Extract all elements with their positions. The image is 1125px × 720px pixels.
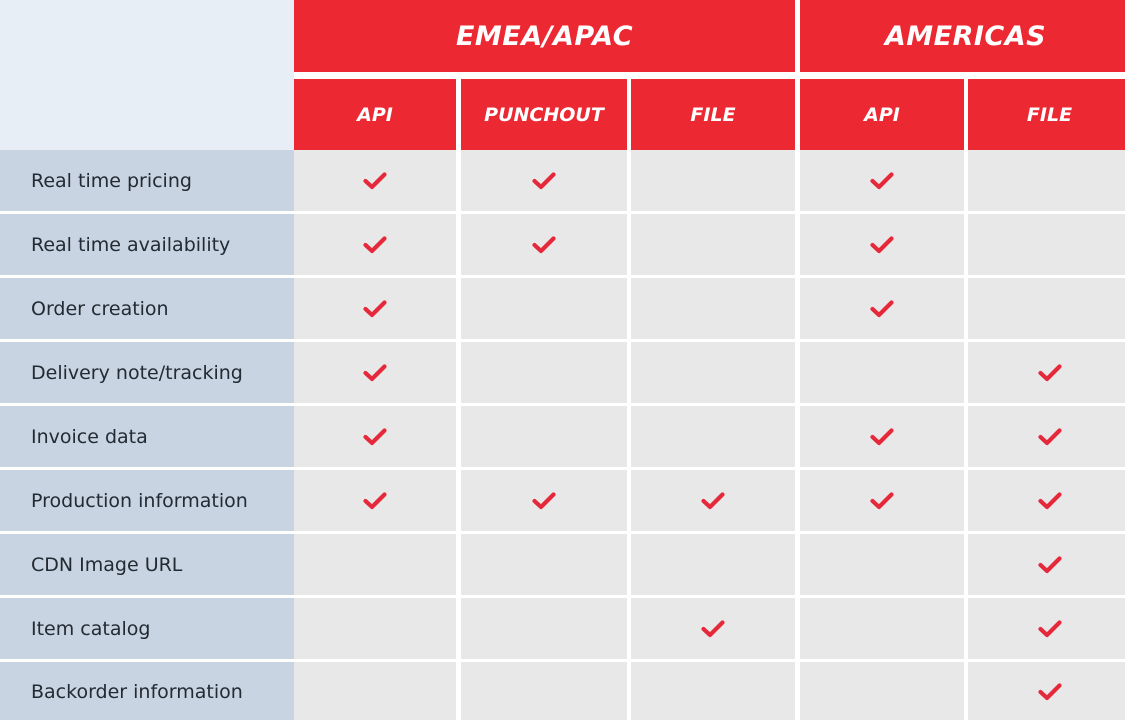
cell-americas-api	[800, 150, 964, 211]
cell-emea-api	[294, 342, 456, 403]
row-label: CDN Image URL	[0, 534, 294, 595]
cell-emea-punchout	[461, 214, 627, 275]
checkmark-icon	[701, 620, 725, 638]
cell-americas-api	[800, 278, 964, 339]
cell-emea-file	[631, 598, 795, 659]
cell-emea-file	[631, 662, 795, 720]
checkmark-icon	[363, 236, 387, 254]
checkmark-icon	[870, 492, 894, 510]
cell-emea-file	[631, 534, 795, 595]
cell-americas-api	[800, 342, 964, 403]
checkmark-icon	[532, 492, 556, 510]
cell-emea-punchout	[461, 534, 627, 595]
column-header-americas-file: FILE	[968, 79, 1125, 150]
checkmark-icon	[1038, 620, 1062, 638]
cell-americas-api	[800, 406, 964, 467]
cell-emea-api	[294, 278, 456, 339]
cell-emea-punchout	[461, 278, 627, 339]
cell-emea-punchout	[461, 342, 627, 403]
row-label: Order creation	[0, 278, 294, 339]
column-header-emea-file: FILE	[631, 79, 795, 150]
cell-emea-punchout	[461, 406, 627, 467]
cell-emea-api	[294, 406, 456, 467]
row-label: Production information	[0, 470, 294, 531]
cell-americas-file	[968, 278, 1125, 339]
cell-emea-api	[294, 662, 456, 720]
cell-emea-api	[294, 214, 456, 275]
cell-americas-api	[800, 470, 964, 531]
cell-emea-api	[294, 598, 456, 659]
cell-americas-api	[800, 598, 964, 659]
cell-emea-api	[294, 534, 456, 595]
cell-americas-file	[968, 470, 1125, 531]
cell-americas-file	[968, 406, 1125, 467]
row-label: Real time pricing	[0, 150, 294, 211]
row-label: Backorder information	[0, 662, 294, 720]
cell-emea-api	[294, 470, 456, 531]
cell-emea-file	[631, 150, 795, 211]
checkmark-icon	[363, 428, 387, 446]
cell-emea-file	[631, 406, 795, 467]
cell-emea-file	[631, 342, 795, 403]
cell-americas-api	[800, 214, 964, 275]
cell-americas-file	[968, 214, 1125, 275]
checkmark-icon	[532, 172, 556, 190]
cell-emea-api	[294, 150, 456, 211]
checkmark-icon	[532, 236, 556, 254]
checkmark-icon	[363, 364, 387, 382]
checkmark-icon	[870, 172, 894, 190]
cell-emea-punchout	[461, 470, 627, 531]
cell-americas-file	[968, 598, 1125, 659]
cell-americas-api	[800, 662, 964, 720]
cell-emea-file	[631, 214, 795, 275]
cell-emea-punchout	[461, 598, 627, 659]
checkmark-icon	[870, 428, 894, 446]
cell-emea-punchout	[461, 150, 627, 211]
column-header-emea-punchout: PUNCHOUT	[461, 79, 627, 150]
checkmark-icon	[870, 300, 894, 318]
checkmark-icon	[1038, 683, 1062, 701]
checkmark-icon	[363, 300, 387, 318]
checkmark-icon	[870, 236, 894, 254]
column-header-americas-api: API	[800, 79, 964, 150]
cell-americas-file	[968, 150, 1125, 211]
cell-americas-api	[800, 534, 964, 595]
row-label: Delivery note/tracking	[0, 342, 294, 403]
checkmark-icon	[1038, 556, 1062, 574]
checkmark-icon	[701, 492, 725, 510]
cell-americas-file	[968, 534, 1125, 595]
row-label: Invoice data	[0, 406, 294, 467]
row-label: Real time availability	[0, 214, 294, 275]
header-corner	[0, 0, 294, 150]
group-header-americas: AMERICAS	[800, 0, 1125, 72]
column-header-emea-api: API	[294, 79, 456, 150]
checkmark-icon	[1038, 492, 1062, 510]
row-label: Item catalog	[0, 598, 294, 659]
cell-emea-file	[631, 278, 795, 339]
checkmark-icon	[1038, 428, 1062, 446]
checkmark-icon	[363, 492, 387, 510]
cell-americas-file	[968, 342, 1125, 403]
group-header-emea-apac: EMEA/APAC	[294, 0, 795, 72]
checkmark-icon	[363, 172, 387, 190]
checkmark-icon	[1038, 364, 1062, 382]
cell-emea-punchout	[461, 662, 627, 720]
cell-americas-file	[968, 662, 1125, 720]
cell-emea-file	[631, 470, 795, 531]
